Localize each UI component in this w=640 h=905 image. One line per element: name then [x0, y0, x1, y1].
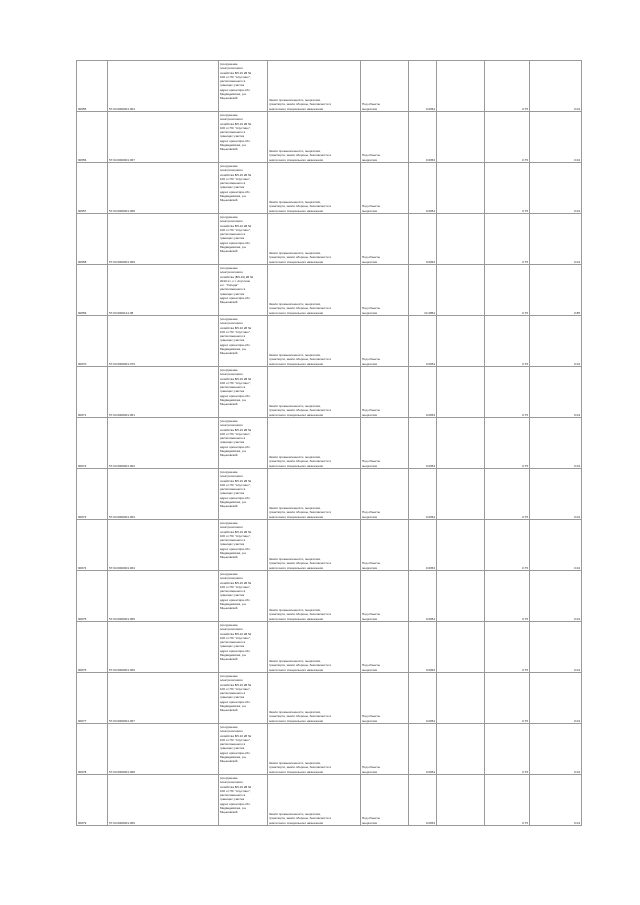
cadastral-number: 57:04:0000001:361 [108, 367, 219, 418]
table-row [77, 673, 582, 724]
cadastral-number: 57:04:0000001:369 [108, 214, 219, 265]
plot-number: 90659 [77, 265, 108, 316]
land-category: Земли промышленности, энергетики, транспорта, земли обороны, безопасности и земли иного специального назначения [268, 112, 361, 163]
land-category: Земли промышленности, энергетики, транспорта, земли обороны, безопасности и земли иного специального назначения [268, 469, 361, 520]
table-row [77, 469, 582, 520]
blank-cell [437, 367, 485, 418]
plot-number: 90658 [77, 214, 108, 265]
amount-value: 0.04 [530, 673, 582, 724]
amount-value: 0.04 [530, 61, 582, 112]
plot-number: 90677 [77, 673, 108, 724]
amount-value: 0.04 [530, 775, 582, 826]
cadastral-number: 57:04:0000001:366 [108, 622, 219, 673]
amount-value: 0.85 [530, 265, 582, 316]
rate-value: 0.75 [485, 571, 530, 622]
blank-cell [437, 622, 485, 673]
plot-number: 90675 [77, 571, 108, 622]
blank-cell [437, 112, 485, 163]
table-row [77, 316, 582, 367]
area-value: 0.0054 [409, 469, 437, 520]
land-category: Земли промышленности, энергетики, транспорта, земли обороны, безопасности и земли иного специального назначения [268, 418, 361, 469]
blank-cell [437, 775, 485, 826]
land-category: Земли промышленности, энергетики, транспорта, земли обороны, безопасности и земли иного специального назначения [268, 61, 361, 112]
cadastral-number: 57:04:0000001:370 [108, 316, 219, 367]
object-description: (сооружение электросетевого хозяйства ВЛ-10 кВ № 100 от ПС "Апухтино", расположенного в границах участка адрес ориентира обл. Медведевская, р-н Мцыновский [219, 622, 268, 673]
land-category: Земли промышленности, энергетики, транспорта, земли обороны, безопасности и земли иного специального назначения [268, 673, 361, 724]
cadastral-number: 57:04:0000001:364 [108, 61, 219, 112]
object-description: (сооружение электросетевого хозяйства ВЛ-10 кВ № 100 от ПС "Апухтино", расположенного в границах участка адрес ориентира обл. Медведевская, р-н Мцыновский [219, 571, 268, 622]
table-row [77, 775, 582, 826]
permitted-use: Под объекты энергетики [361, 724, 409, 775]
cadastral-number: 57:04:0000121:38 [108, 265, 219, 316]
table-row [77, 367, 582, 418]
plot-number: 90657 [77, 163, 108, 214]
rate-value: 0.75 [485, 673, 530, 724]
blank-cell [437, 418, 485, 469]
amount-value: 0.04 [530, 469, 582, 520]
amount-value: 0.04 [530, 367, 582, 418]
plot-number: 90673 [77, 469, 108, 520]
area-value: 0.0054 [409, 112, 437, 163]
table-row [77, 571, 582, 622]
area-value: 0.0054 [409, 316, 437, 367]
land-category: Земли промышленности, энергетики, транспорта, земли обороны, безопасности и земли иного специального назначения [268, 775, 361, 826]
permitted-use: Под объекты энергетики [361, 418, 409, 469]
table-row [77, 520, 582, 571]
object-description: (сооружение электросетевого хозяйства ВЛ-10 кВ № 100 от ПС "Апухтино", расположенного в границах участка адрес ориентира обл. Медведевская, р-н Мцыновский [219, 61, 268, 112]
land-category: Земли промышленности, энергетики, транспорта, земли обороны, безопасности и земли иного специального назначения [268, 265, 361, 316]
rate-value: 0.75 [485, 418, 530, 469]
permitted-use: Под объекты энергетики [361, 214, 409, 265]
area-value: 10.4854 [409, 265, 437, 316]
land-category: Земли промышленности, энергетики, транспорта, земли обороны, безопасности и земли иного специального назначения [268, 520, 361, 571]
rate-value: 0.75 [485, 367, 530, 418]
table-row [77, 214, 582, 265]
blank-cell [437, 673, 485, 724]
cadastral-number: 57:04:0000001:368 [108, 724, 219, 775]
blank-cell [437, 469, 485, 520]
amount-value: 0.04 [530, 214, 582, 265]
table-row [77, 724, 582, 775]
rate-value: 0.75 [485, 163, 530, 214]
cadastral-number: 57:04:0000001:363 [108, 469, 219, 520]
rate-value: 0.75 [485, 469, 530, 520]
permitted-use: Под объекты энергетики [361, 469, 409, 520]
object-description: (сооружение электросетевого хозяйства ВЛ-10 кВ № 100 от ПС "Апухтино", расположенного в границах участка адрес ориентира обл. Медведевская, р-н Мцыновский [219, 214, 268, 265]
permitted-use: Под объекты энергетики [361, 775, 409, 826]
area-value: 0.0054 [409, 163, 437, 214]
cadastral-number: 57:04:0000001:368 [108, 163, 219, 214]
rate-value: 0.75 [485, 265, 530, 316]
land-category: Земли промышленности, энергетики, транспорта, земли обороны, безопасности и земли иного специального назначения [268, 163, 361, 214]
land-category: Земли промышленности, энергетики, транспорта, земли обороны, безопасности и земли иного специального назначения [268, 367, 361, 418]
object-description: (сооружение электросетевого хозяйства ВЛ-10 кВ № 100 от ПС "Апухтино", расположенного в границах участка адрес ориентира обл. Медведевская, р-н Мцыновский [219, 673, 268, 724]
permitted-use: Под объекты энергетики [361, 673, 409, 724]
register-sheet [76, 60, 580, 826]
land-category: Земли промышленности, энергетики, транспорта, земли обороны, безопасности и земли иного специального назначения [268, 571, 361, 622]
amount-value: 0.04 [530, 520, 582, 571]
land-category: Земли промышленности, энергетики, транспорта, земли обороны, безопасности и земли иного специального назначения [268, 622, 361, 673]
object-description: (сооружение электросетевого хозяйства ВЛ-10 кВ № 100 от ПС "Апухтино", расположенного в границах участка адрес ориентира обл. Медведевская, р-н Мцыновский [219, 367, 268, 418]
object-description: (сооружение электросетевого хозяйства ВЛ-10 кВ № 100 от ПС "Апухтино", расположенного в границах участка адрес ориентира обл. Медведевская, р-н Мцыновский [219, 775, 268, 826]
rate-value: 0.75 [485, 112, 530, 163]
permitted-use: Под объекты энергетики [361, 622, 409, 673]
blank-cell [437, 163, 485, 214]
amount-value: 0.04 [530, 112, 582, 163]
area-value: 0.0054 [409, 61, 437, 112]
blank-cell [437, 724, 485, 775]
rate-value: 0.75 [485, 520, 530, 571]
amount-value: 0.04 [530, 418, 582, 469]
plot-number: 90671 [77, 367, 108, 418]
blank-cell [437, 265, 485, 316]
permitted-use: Под объекты энергетики [361, 61, 409, 112]
blank-cell [437, 316, 485, 367]
blank-cell [437, 571, 485, 622]
permitted-use: Под объекты энергетики [361, 520, 409, 571]
blank-cell [437, 520, 485, 571]
table-row [77, 418, 582, 469]
object-description: (сооружение электросетевого хозяйства (ВЛ-10) кВ № 2010 яч. к.т. Апухтино н.п. "Холода" расположенного в границах участка адрес ориентира обл. Мцыновский [219, 265, 268, 316]
object-description: (сооружение электросетевого хозяйства ВЛ-10 кВ № 100 от ПС "Апухтино", расположенного в границах участка адрес ориентира обл. Медведевская, р-н Мцыновский [219, 520, 268, 571]
blank-cell [437, 214, 485, 265]
object-description: (сооружение электросетевого хозяйства ВЛ-10 кВ № 100 от ПС "Апухтино", расположенного в границах участка адрес ориентира обл. Медведевская, р-н Мцыновский [219, 316, 268, 367]
area-value: 0.0054 [409, 571, 437, 622]
permitted-use: Под объекты энергетики [361, 265, 409, 316]
permitted-use: Под объекты энергетики [361, 367, 409, 418]
area-value: 0.0054 [409, 214, 437, 265]
amount-value: 0.04 [530, 571, 582, 622]
amount-value: 0.04 [530, 724, 582, 775]
table-row [77, 265, 582, 316]
land-plots-table [76, 60, 582, 826]
area-value: 0.0054 [409, 673, 437, 724]
table-row [77, 163, 582, 214]
object-description: (сооружение электросетевого хозяйства ВЛ-10 кВ № 100 от ПС "Апухтино", расположенного в границах участка адрес ориентира обл. Медведевская, р-н Мцыновский [219, 163, 268, 214]
plot-number: 90656 [77, 112, 108, 163]
land-category: Земли промышленности, энергетики, транспорта, земли обороны, безопасности и земли иного специального назначения [268, 214, 361, 265]
object-description: (сооружение электросетевого хозяйства ВЛ-10 кВ № 100 от ПС "Апухтино", расположенного в границах участка адрес ориентира обл. Медведевская, р-н Мцыновский [219, 112, 268, 163]
table-row [77, 61, 582, 112]
area-value: 0.0054 [409, 775, 437, 826]
plot-number: 90679 [77, 775, 108, 826]
cadastral-number: 57:04:0000001:369 [108, 775, 219, 826]
land-category: Земли промышленности, энергетики, транспорта, земли обороны, безопасности и земли иного специального назначения [268, 724, 361, 775]
object-description: (сооружение электросетевого хозяйства ВЛ-10 кВ № 100 от ПС "Апухтино", расположенного в границах участка адрес ориентира обл. Медведевская, р-н Мцыновский [219, 469, 268, 520]
area-value: 0.0054 [409, 367, 437, 418]
cadastral-number: 57:04:0000001:362 [108, 418, 219, 469]
table-row [77, 622, 582, 673]
object-description: (сооружение электросетевого хозяйства ВЛ-10 кВ № 100 от ПС "Апухтино", расположенного в границах участка адрес ориентира обл. Медведевская, р-н Мцыновский [219, 724, 268, 775]
rate-value: 0.75 [485, 724, 530, 775]
table-body [77, 61, 582, 826]
amount-value: 0.04 [530, 163, 582, 214]
rate-value: 0.75 [485, 622, 530, 673]
plot-number: 90676 [77, 622, 108, 673]
permitted-use: Под объекты энергетики [361, 316, 409, 367]
amount-value: 0.04 [530, 316, 582, 367]
cadastral-number: 57:04:0000001:365 [108, 571, 219, 622]
plot-number: 90670 [77, 316, 108, 367]
area-value: 0.0054 [409, 418, 437, 469]
table-row [77, 112, 582, 163]
amount-value: 0.04 [530, 622, 582, 673]
cadastral-number: 57:04:0000001:367 [108, 673, 219, 724]
cadastral-number: 57:04:0000001:367 [108, 112, 219, 163]
object-description: (сооружение электросетевого хозяйства ВЛ-10 кВ № 100 от ПС "Апухтино", расположенного в границах участка адрес ориентира обл. Медведевская, р-н Мцыновский [219, 418, 268, 469]
rate-value: 0.75 [485, 214, 530, 265]
area-value: 0.0054 [409, 622, 437, 673]
plot-number: 90655 [77, 61, 108, 112]
plot-number: 90672 [77, 418, 108, 469]
cadastral-number: 57:04:0000001:364 [108, 520, 219, 571]
plot-number: 90674 [77, 520, 108, 571]
rate-value: 0.75 [485, 61, 530, 112]
plot-number: 90678 [77, 724, 108, 775]
land-category: Земли промышленности, энергетики, транспорта, земли обороны, безопасности и земли иного специального назначения [268, 316, 361, 367]
permitted-use: Под объекты энергетики [361, 163, 409, 214]
area-value: 0.0054 [409, 520, 437, 571]
rate-value: 0.75 [485, 775, 530, 826]
area-value: 0.0054 [409, 724, 437, 775]
blank-cell [437, 61, 485, 112]
permitted-use: Под объекты энергетики [361, 112, 409, 163]
rate-value: 0.75 [485, 316, 530, 367]
permitted-use: Под объекты энергетики [361, 571, 409, 622]
